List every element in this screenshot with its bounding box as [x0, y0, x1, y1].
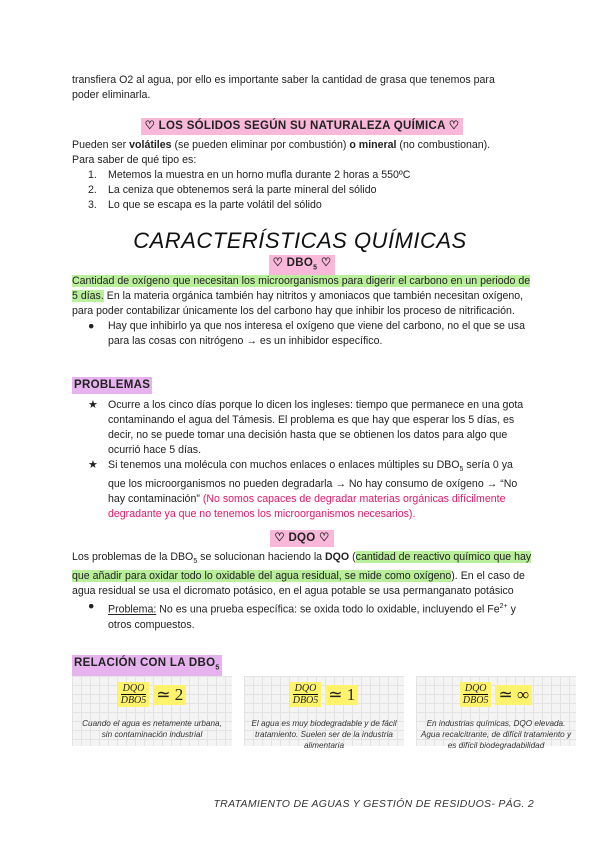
relacion-card: [72, 676, 232, 746]
ratio-fraction: $\frac{\text{DQO}}{\text{DBO5}}$: [118, 682, 150, 707]
problemas-heading: PROBLEMAS: [72, 377, 152, 394]
page-title: CARACTERÍSTICAS QUÍMICAS: [133, 228, 467, 253]
ratio-equation: $\frac{\text{DQO}}{\text{DBO5}}$ ≃ ∞: [416, 682, 576, 707]
solidos-paragraph: [72, 138, 532, 213]
relacion-card: [244, 676, 404, 750]
list-item: ● Hay que inhibirlo ya que nos interesa el oxígeno que viene del carbono, no el que se usa para las cosas con nitrógeno → es un inhibidor específico.: [88, 320, 525, 347]
list-item: 2. La ceniza que obtenemos será la parte mineral del sólido: [88, 184, 377, 196]
list-item: ● Problema: No es una prueba específica: se oxida todo lo oxidable, incluyendo el $Fe^{2+}$ y otros compuestos.: [88, 600, 516, 631]
dqo-paragraph: [72, 550, 532, 633]
list-item: ★ Ocurre a los cinco días porque lo dicen los ingleses: tiempo que permanece en una gota contaminando el agua del Támesis. El problema es que hay que esperar los 5 días, es decir, no se puede tomar una decisión hasta que se obtienen los datos para algo que ocurrió hace 5 días.: [88, 399, 524, 456]
dbo5-paragraph: [72, 274, 532, 349]
intro-paragraph: [72, 73, 532, 103]
problemas-list: [72, 398, 532, 522]
ratio-fraction: $\frac{\text{DQO}}{\text{DBO5}}$: [460, 682, 492, 707]
solidos-heading-wrap: [72, 118, 532, 135]
dqo-text: Los problemas de la $DBO_5$ se solucionan haciendo la DQO (cantidad de reactivo químico que hay que añadir para oxidar todo lo oxidable del agua residual, se mide como oxígeno). En el caso de agua residual se usa el dicromato potásico, en el agua potable se usa permanganato potásico: [72, 551, 532, 598]
solidos-intro-list: Para saber de qué tipo es:: [72, 154, 197, 166]
solidos-text: Pueden ser volátiles (se pueden eliminar por combustión) o mineral (no combustionan).: [72, 139, 491, 151]
page-footer: TRATAMIENTO DE AGUAS Y GESTIÓN DE RESIDUOS- PÁG. 2: [213, 798, 534, 810]
ratio-equation: $\frac{\text{DQO}}{\text{DBO5}}$ ≃ 1: [244, 682, 404, 707]
list-item: 1. Metemos la muestra en un horno mufla durante 2 horas a 550ºC: [88, 169, 411, 181]
ratio-fraction: $\frac{\text{DQO}}{\text{DBO5}}$: [290, 682, 322, 707]
list-item: ★ Si tenemos una molécula con muchos enlaces o enlaces múltiples su $DBO_5$ sería 0 ya que los microorganismos no pueden degradarla → No hay consumo de oxígeno → “No hay contaminación” (No somos capaces de degradar materias orgánicas difícilmente degradante ya que no tenemos los microorganismos necesarios).: [88, 459, 518, 521]
relacion-cards: [72, 676, 582, 750]
card-caption: Cuando el agua es netamente urbana, sin contaminación industrial: [82, 719, 222, 739]
card-caption: En industrias químicas, DQO elevada. Agua recalcitrante, de difícil tratamiento y es difícil biodegradabilidad: [420, 719, 572, 750]
problemas-heading-wrap: [72, 377, 532, 394]
dbo5-text: Cantidad de oxígeno que necesitan los microorganismos para digerir el carbono en un periodo de 5 días. En la materia orgánica también hay nitritos y amoniacos que también necesitan oxígeno, para poder contabilizar únicamente los del carbono hay que inhibir los proceso de nitrificación.: [72, 275, 531, 317]
relacion-card: [416, 676, 576, 750]
relacion-heading: RELACIÓN CON LA $DBO_5$: [72, 655, 222, 676]
card-caption: El agua es muy biodegradable y de fácil tratamiento. Suelen ser de la industria alimentaria: [251, 719, 397, 750]
intro-line: transfiera O2 al agua, por ello es importante saber la cantidad de grasa que tenemos para: [72, 74, 495, 86]
relacion-heading-wrap: [72, 655, 532, 676]
solidos-heading: ♡ LOS SÓLIDOS SEGÚN SU NATURALEZA QUÍMICA ♡: [141, 118, 464, 135]
dbo5-heading: ♡ $DBO_5$ ♡: [269, 255, 336, 276]
dqo-heading: ♡ DQO ♡: [270, 530, 333, 547]
ratio-equation: $\frac{\text{DQO}}{\text{DBO5}}$ ≃ 2: [72, 682, 232, 707]
list-item: 3. Lo que se escapa es la parte volátil del sólido: [88, 199, 322, 211]
dqo-heading-wrap: [72, 530, 532, 547]
intro-line: poder eliminarla.: [72, 89, 151, 101]
